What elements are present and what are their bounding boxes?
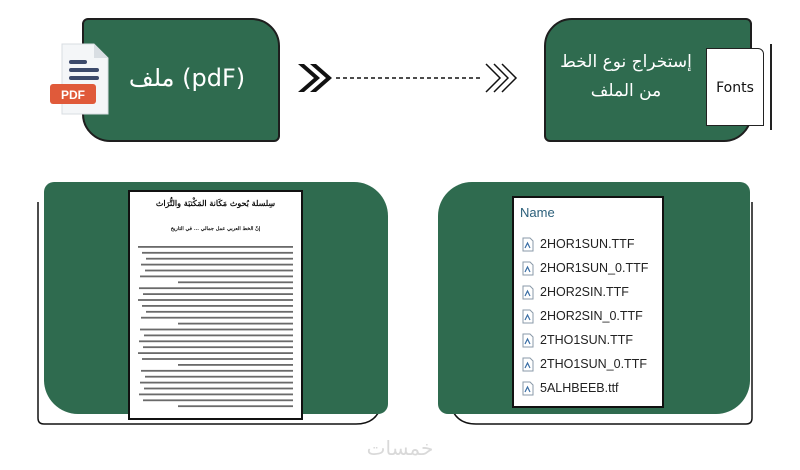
file-list-item[interactable] xyxy=(522,354,662,374)
font-file-icon xyxy=(522,309,534,324)
document-text-line xyxy=(139,287,293,289)
document-text-line xyxy=(142,358,293,360)
file-list-item[interactable] xyxy=(522,258,662,278)
fonts-tag-accent-line xyxy=(770,44,772,130)
document-text-line xyxy=(144,388,293,390)
file-list-item[interactable] xyxy=(522,234,662,254)
left-chevrons-icon xyxy=(298,64,332,92)
file-list-column-header[interactable]: Name xyxy=(520,205,555,220)
pdf-badge-text: PDF xyxy=(61,88,85,102)
document-text-line xyxy=(143,293,293,295)
document-text-line xyxy=(140,329,293,331)
document-text-line xyxy=(138,246,293,248)
file-list-item[interactable] xyxy=(522,330,662,350)
file-name: 2THO1SUN_0.TTF xyxy=(540,357,647,371)
document-text-line xyxy=(145,376,293,378)
document-text-line xyxy=(139,394,293,396)
document-text-line xyxy=(143,346,293,348)
font-extraction-label xyxy=(548,48,704,112)
file-name: 2HOR1SUN.TTF xyxy=(540,237,635,251)
document-text-line xyxy=(140,382,293,384)
file-name: 2HOR2SIN_0.TTF xyxy=(540,309,643,323)
font-file-icon xyxy=(522,357,534,372)
document-text-line xyxy=(178,323,293,325)
right-chevrons-icon xyxy=(486,64,516,92)
font-file-icon xyxy=(522,237,534,252)
document-text-line xyxy=(141,317,293,319)
document-text-line xyxy=(142,305,293,307)
document-text-line xyxy=(141,370,293,372)
document-text-line xyxy=(141,264,293,266)
fonts-tag: Fonts xyxy=(706,48,764,126)
font-file-icon xyxy=(522,381,534,396)
font-extraction-label-line2: من الملف xyxy=(590,81,662,101)
document-page-title: سِلسلة بُحوث مَكَانة المَكْتبَة والتُّرَاث xyxy=(155,198,276,208)
file-name: 2HOR1SUN_0.TTF xyxy=(540,261,649,275)
font-file-icon xyxy=(522,333,534,348)
flow-arrow-connector xyxy=(292,56,528,100)
font-file-icon xyxy=(522,261,534,276)
document-page-subtitle: إنّ الخط العربي عمل جمالي ... في التاريخ xyxy=(170,226,261,232)
document-text-line xyxy=(143,399,293,401)
font-file-list xyxy=(512,196,664,408)
file-list-item[interactable] xyxy=(522,306,662,326)
document-text-line xyxy=(178,405,293,407)
pdf-document-icon xyxy=(44,40,114,120)
file-name: 5ALHBEEB.ttf xyxy=(540,381,619,395)
document-text-line xyxy=(146,258,293,260)
document-text-line xyxy=(178,364,293,366)
document-text-line xyxy=(144,335,293,337)
document-text-line xyxy=(140,276,293,278)
document-text-line xyxy=(142,252,293,254)
document-text-line xyxy=(178,281,293,283)
watermark-logo: خمسات xyxy=(366,436,434,460)
document-text-line xyxy=(146,311,293,313)
document-text-line xyxy=(139,340,293,342)
document-text-lines xyxy=(138,244,293,412)
font-file-icon xyxy=(522,285,534,300)
file-name: 2HOR2SIN.TTF xyxy=(540,285,629,299)
file-name: 2THO1SUN.TTF xyxy=(540,333,634,347)
document-text-line xyxy=(145,270,293,272)
document-text-line xyxy=(138,352,293,354)
font-extraction-label-line1: إستخراج نوع الخط xyxy=(560,52,692,72)
file-list-item[interactable] xyxy=(522,282,662,302)
pdf-source-label: ملف (pdF) xyxy=(128,64,246,92)
document-text-line xyxy=(138,299,293,301)
file-list-item[interactable] xyxy=(522,378,662,398)
